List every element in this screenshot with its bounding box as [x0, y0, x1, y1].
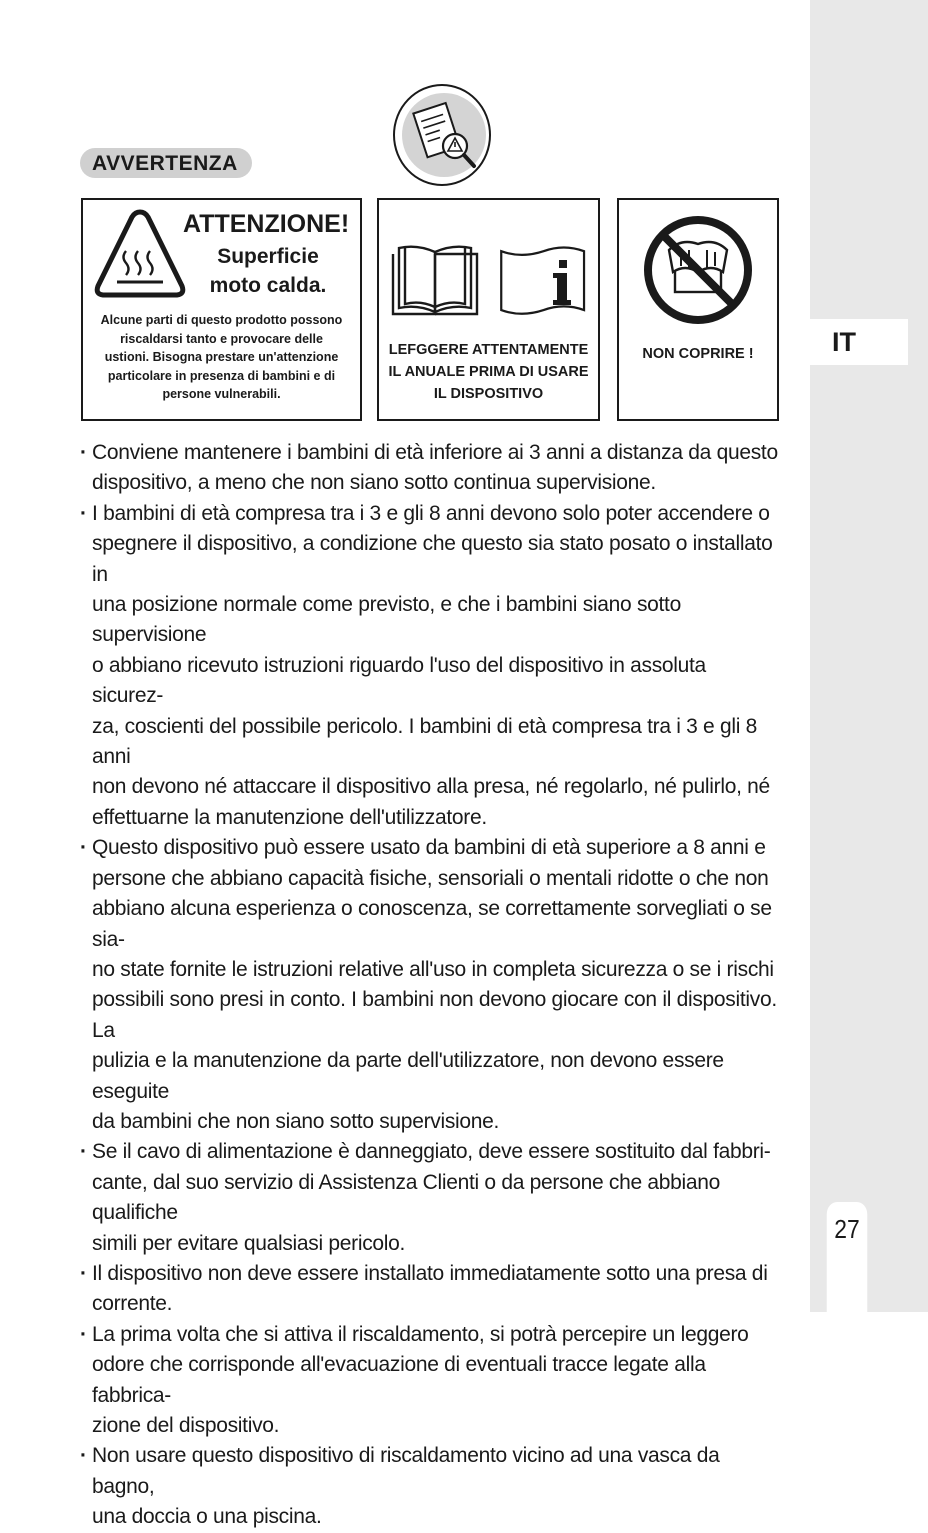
- safety-instructions-list: [80, 438, 780, 1533]
- do-not-cover-box: [617, 198, 779, 421]
- page-number: 27: [827, 1202, 867, 1312]
- warning-body: Alcune parti di questo prodotto possono riscaldarsi tanto e provocare delle ustioni. Bisogna prestare un'attenzione particolare in presenza di bambini e di persone vulnerabili.: [100, 313, 343, 401]
- read-manual-text: LEFGGERE ATTENTAMENTE IL ANUALE PRIMA DI USARE IL DISPOSITIVO: [388, 342, 589, 402]
- do-not-cover-icon: [641, 210, 755, 326]
- read-manual-box: [377, 198, 600, 421]
- list-item: · Non usare questo dispositivo di riscaldamento vicino ad una vasca da bagno, una doccia o una piscina.: [80, 1441, 780, 1532]
- list-item: · La prima volta che si attiva il riscaldamento, si potrà percepire un leggero odore che corrisponde all'evacuazione di eventuali tracce legate alla fabbrica- zione del dispositivo.: [80, 1320, 780, 1442]
- sidebar: [810, 0, 928, 1312]
- warning-subtitle: Superficie moto calda.: [209, 245, 327, 297]
- hot-surface-warning-box: [81, 198, 362, 421]
- list-item: · Se il cavo di alimentazione è danneggiato, deve essere sostituito dal fabbri- cante, dal suo servizio di Assistenza Clienti o da persone che abbiano qualifiche simili per evitare qualsiasi pericolo.: [80, 1137, 780, 1259]
- do-not-cover-label: NON COPRIRE !: [642, 346, 754, 362]
- document-warning-magnifier-icon: [393, 84, 491, 186]
- list-item: · Conviene mantenere i bambini di età inferiore ai 3 anni a distanza da questo dispositivo, a meno che non siano sotto continua supervisione.: [80, 438, 780, 499]
- warning-title: ATTENZIONE!: [183, 210, 350, 238]
- list-item: · Questo dispositivo può essere usato da bambini di età superiore a 8 anni e persone che abbiano capacità fisiche, sensoriali o mentali ridotte o che non abbiano alcuna esperienza o conoscenza, se correttamente sorvegliati o se sia- no state fornite le istruzioni relative all'uso in completa sicurezza o se i rischi possibili sono presi in conto. I bambini non devono giocare con il dispositivo. La pulizia e la manutenzione da parte dell'utilizzatore, non devono essere eseguite da bambini che non siano sotto supervisione.: [80, 833, 780, 1137]
- list-item: · Il dispositivo non deve essere installato immediatamente sotto una presa di corrente.: [80, 1259, 780, 1320]
- list-item: · I bambini di età compresa tra i 3 e gli 8 anni devono solo poter accendere o spegnere il dispositivo, a condizione che questo sia stato posato o installato in una posizione normale come previsto, e che i bambini siano sotto supervisione o abbiano ricevuto istruzioni riguardo l'uso del dispositivo in assoluta sicurez- za, coscienti del possibile pericolo. I bambini di età compresa tra i 3 e gli 8 anni non devono né attaccare il dispositivo alla presa, né regolarlo, né pulirlo, né effettuarne la manutenzione dell'utilizzatore.: [80, 499, 780, 833]
- hot-surface-warning-icon: [93, 206, 187, 304]
- read-manual-book-icon: [389, 242, 589, 322]
- section-label: AVVERTENZA: [80, 148, 252, 178]
- language-tab: IT: [810, 319, 908, 365]
